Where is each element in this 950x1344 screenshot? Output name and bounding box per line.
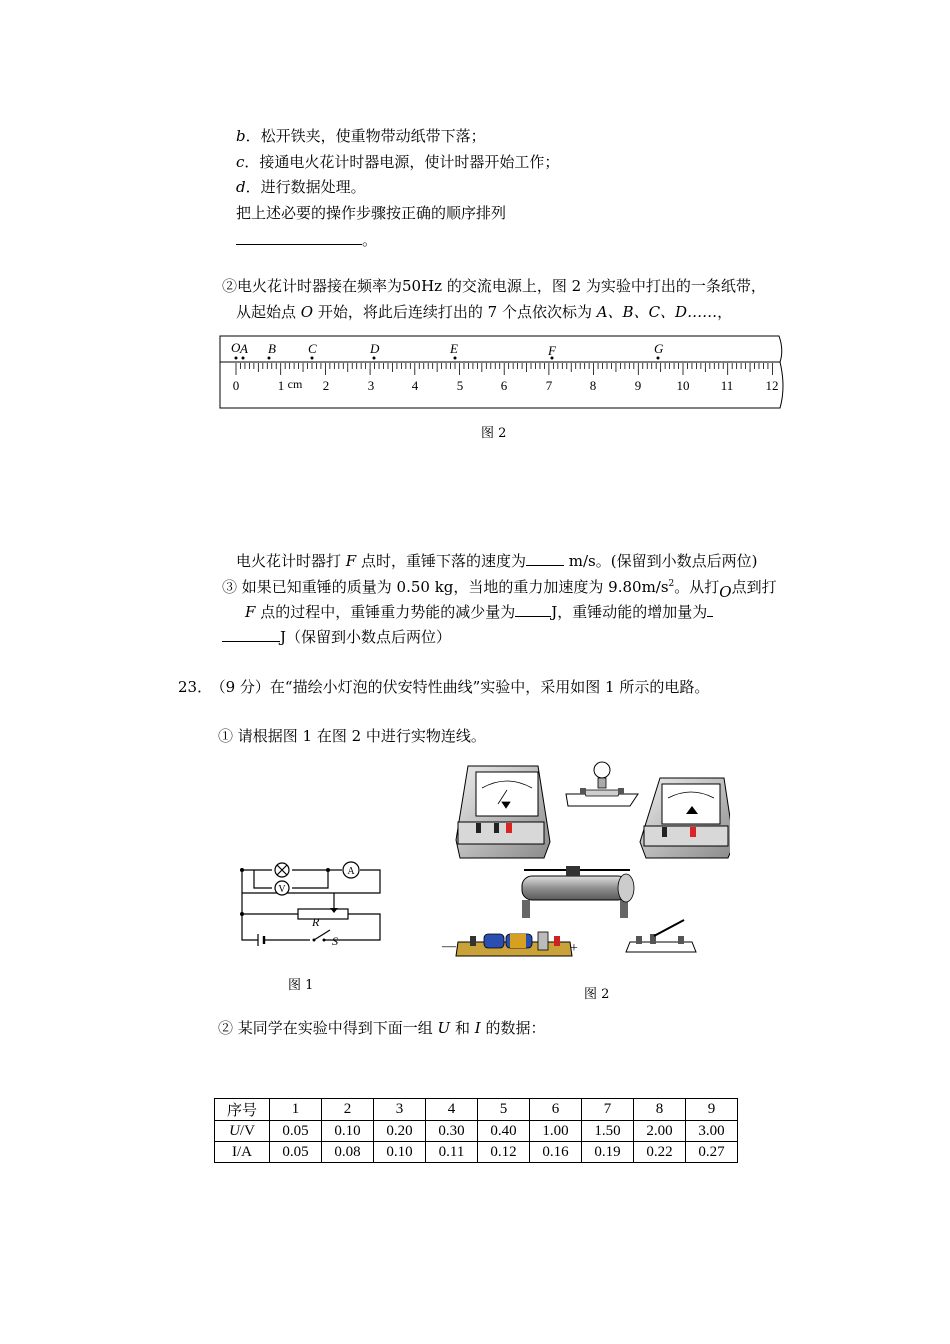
- table-cell: 6: [530, 1099, 582, 1121]
- table-header-cell: U/V: [215, 1121, 270, 1142]
- tick-label: 6: [500, 378, 508, 393]
- paper-tape: [220, 336, 782, 362]
- table-row-I: [215, 1142, 738, 1163]
- tick-label: 2: [322, 378, 330, 393]
- tick-label: 11: [720, 378, 734, 393]
- order-instruction: 把上述必要的操作步骤按正确的顺序排列: [236, 204, 507, 222]
- point-label-E: E: [450, 341, 458, 356]
- switch-device: [626, 920, 696, 952]
- lamp-symbol: [275, 863, 289, 877]
- lamp-device: [566, 762, 638, 806]
- voltmeter-device: [456, 766, 550, 858]
- part3-line2: F 点的过程中，重锤重力势能的减少量为 J，重锤动能的增加量为: [245, 601, 713, 622]
- table-cell: 9: [686, 1099, 738, 1121]
- tick-label: 12: [765, 378, 779, 393]
- table-cell: 4: [426, 1099, 478, 1121]
- table-header-cell: 序号: [215, 1099, 270, 1121]
- table-row-index: [215, 1099, 738, 1121]
- tick-label: 8: [589, 378, 597, 393]
- tape-dot: [657, 357, 660, 360]
- table-cell: 0.40: [478, 1121, 530, 1142]
- tick-label: 0: [232, 378, 240, 393]
- part3-line1: ③ 如果已知重锤的质量为 0.50 kg，当地的重力加速度为 $9.80m/s^2$。从打O点到打: [222, 578, 777, 601]
- point-label-C: C: [308, 341, 317, 356]
- part3-line3: J（保留到小数点后两位）: [222, 626, 451, 647]
- tape-dot: [268, 357, 271, 360]
- svg-text:A: A: [347, 866, 355, 877]
- tick-label: 3: [367, 378, 375, 393]
- tape-dot: [373, 357, 376, 360]
- resistor-label: R: [312, 915, 320, 929]
- table-cell: 0.12: [478, 1142, 530, 1163]
- table-header-cell: I/A: [215, 1142, 270, 1163]
- circuit-diagram: [232, 852, 392, 952]
- potential-energy-blank[interactable]: [515, 601, 551, 617]
- q23-sub2: ② 某同学在实验中得到下面一组 U 和 I 的数据：: [218, 1019, 546, 1037]
- voltmeter-symbol: [275, 881, 289, 895]
- table-cell: 7: [582, 1099, 634, 1121]
- ammeter-symbol: [343, 862, 359, 878]
- order-answer-blank: 。: [236, 229, 377, 250]
- tick-label: 4: [411, 378, 419, 393]
- ruler-figure: [214, 332, 790, 412]
- table-cell: 1.00: [530, 1121, 582, 1142]
- table-cell: 0.27: [686, 1142, 738, 1163]
- rheostat-device: [522, 866, 634, 918]
- tape-dot: [235, 357, 238, 360]
- table-cell: 3.00: [686, 1121, 738, 1142]
- kinetic-energy-blank[interactable]: [222, 626, 280, 642]
- table-cell: 2.00: [634, 1121, 686, 1142]
- part2-line1: ②电火花计时器接在频率为50Hz 的交流电源上，图 2 为实验中打出的一条纸带，: [222, 277, 766, 295]
- table-cell: 0.16: [530, 1142, 582, 1163]
- ammeter-device: [640, 778, 730, 858]
- tick-label: 7: [545, 378, 553, 393]
- step-c: c．接通电火花计时器电源，使计时器开始工作；: [236, 153, 560, 171]
- table-cell: 0.19: [582, 1142, 634, 1163]
- table-cell: 0.10: [374, 1142, 426, 1163]
- table-cell: 2: [322, 1099, 374, 1121]
- table-row-U: [215, 1121, 738, 1142]
- table-cell: 0.30: [426, 1121, 478, 1142]
- battery-positive-label: +: [570, 941, 578, 956]
- step-d: d．进行数据处理。: [236, 178, 366, 196]
- svg-text:V: V: [278, 884, 286, 895]
- battery-symbol: [258, 934, 268, 946]
- tick-label: 5: [456, 378, 464, 393]
- part2-line2: 从起始点 O 开始，将此后连续打出的 7 个点依次标为 A、B、C、D……，: [236, 303, 733, 321]
- apparatus-figure: [440, 760, 730, 970]
- point-label-B: B: [268, 341, 276, 356]
- point-label-F: F: [548, 343, 556, 358]
- table-cell: 5: [478, 1099, 530, 1121]
- point-label-O: O: [231, 340, 241, 355]
- table-cell: 0.20: [374, 1121, 426, 1142]
- q23-sub1: ① 请根据图 1 在图 2 中进行实物连线。: [218, 727, 486, 745]
- table-cell: 0.10: [322, 1121, 374, 1142]
- table-cell: 0.05: [270, 1142, 322, 1163]
- figure2b-caption: 图 2: [584, 987, 610, 1002]
- tick-label: 9: [634, 378, 642, 393]
- ui-data-table: [214, 1098, 738, 1163]
- tick-label: 1: [277, 378, 285, 393]
- table-cell: 0.22: [634, 1142, 686, 1163]
- battery-negative-label: —: [442, 939, 456, 954]
- point-label-A: A: [240, 341, 248, 356]
- point-label-D: D: [370, 341, 380, 356]
- battery-device: [456, 932, 572, 956]
- table-cell: 0.05: [270, 1121, 322, 1142]
- tick-label: 10: [676, 378, 690, 393]
- tape-dot: [311, 357, 314, 360]
- unit-label: cm: [287, 377, 303, 391]
- velocity-blank[interactable]: [526, 550, 564, 566]
- table-cell: 3: [374, 1099, 426, 1121]
- rheostat-symbol: [298, 909, 348, 919]
- table-cell: 8: [634, 1099, 686, 1121]
- question-23: 23． （9 分）在“描绘小灯泡的伏安特性曲线”实验中，采用如图 1 所示的电路。: [178, 678, 710, 696]
- tape-dot: [454, 357, 457, 360]
- table-cell: 0.11: [426, 1142, 478, 1163]
- point-label-G: G: [654, 341, 664, 356]
- step-b: b．松开铁夹，使重物带动纸带下落；: [236, 127, 486, 145]
- table-cell: 0.08: [322, 1142, 374, 1163]
- switch-label: S: [332, 934, 338, 948]
- table-cell: 1.50: [582, 1121, 634, 1142]
- velocity-question: 电火花计时器打 F 点时，重锤下落的速度为 m/s。(保留到小数点后两位): [236, 552, 758, 570]
- answer-blank[interactable]: [236, 229, 362, 245]
- figure1-caption: 图 1: [288, 978, 314, 993]
- table-cell: 1: [270, 1099, 322, 1121]
- tape-dot: [242, 357, 245, 360]
- figure2-caption: 图 2: [481, 426, 507, 441]
